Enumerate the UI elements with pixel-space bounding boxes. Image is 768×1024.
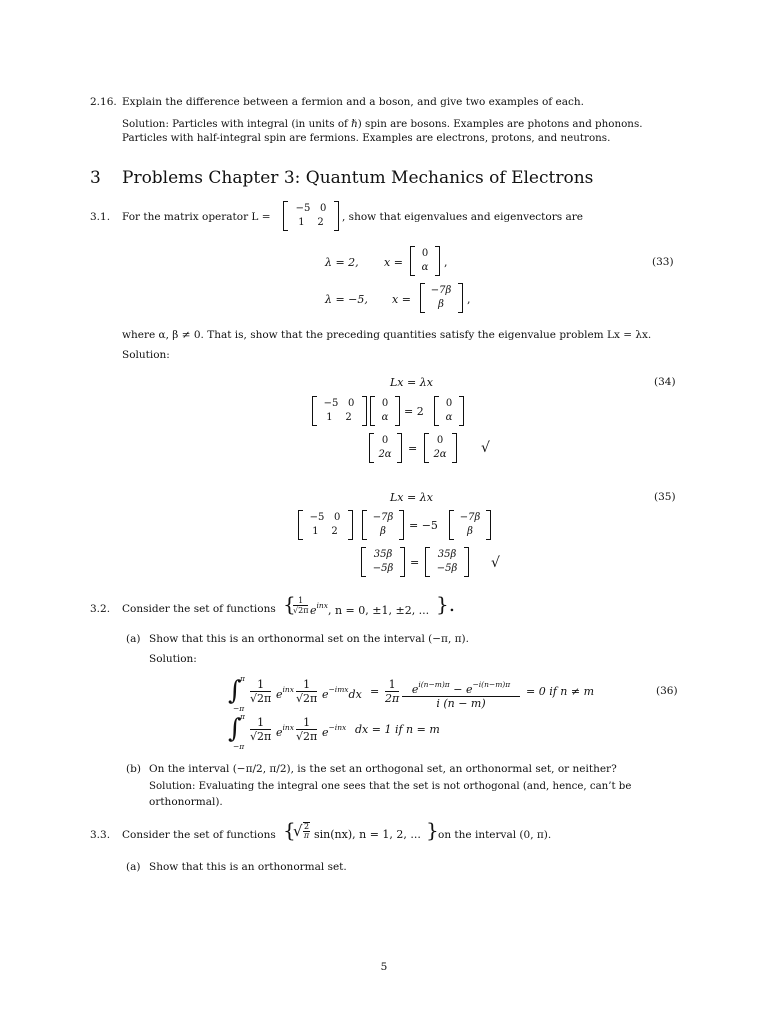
- vector: 0 α: [381, 398, 389, 423]
- section-number: 3: [90, 168, 101, 188]
- integral-result: = 0 if n ≠ m: [526, 685, 595, 698]
- vector: 35β −5β: [372, 549, 394, 574]
- vector-bracket-right: [459, 396, 464, 426]
- check-mark: √: [491, 555, 500, 571]
- problem-text: Consider the set of functions: [122, 829, 276, 841]
- part-text: Show that this is an orthonormal set on the interval (−π, π).: [149, 633, 469, 645]
- equals: = 2: [404, 405, 424, 418]
- page-number: 5: [380, 961, 388, 973]
- problem-text: Consider the set of functions: [122, 603, 276, 615]
- vector-bracket-right: [464, 547, 469, 577]
- vector: 0 2α: [378, 435, 392, 460]
- vector-bracket-right: [399, 510, 404, 540]
- solution-text: Solution: Particles with integral (in units of ℏ) spin are bosons. Examples are photons and phonons.: [122, 118, 643, 130]
- matrix-bracket-right: [362, 396, 367, 426]
- matrix-L: −5 0 1 2: [295, 203, 327, 228]
- part-label: (a): [126, 633, 141, 645]
- section-title: Problems Chapter 3: Quantum Mechanics of Electrons: [122, 168, 594, 188]
- vector: 0 α: [445, 398, 453, 423]
- vector-bracket-right: [397, 433, 402, 463]
- problem-number: 3.2.: [90, 603, 111, 615]
- vector-bracket-right: [452, 433, 457, 463]
- matrix-L: −5 0 1 2: [309, 512, 341, 537]
- equals: = −5: [409, 519, 438, 532]
- fraction: $\frac{1}{√2\pi}$: [293, 596, 309, 615]
- equation: Lx = λx: [390, 491, 433, 504]
- matrix-bracket-right: [348, 510, 353, 540]
- part-text: Show that this is an orthonormal set.: [149, 861, 347, 873]
- vector-bracket-right: [458, 283, 463, 313]
- body-text: where α, β ≠ 0. That is, show that the preceding quantities satisfy the eigenvalue problem Lx = λx.: [122, 329, 652, 341]
- fraction: $\frac{1}{√2\pi}$: [250, 678, 272, 705]
- equation-number: (35): [654, 491, 676, 503]
- matrix-bracket-left: [283, 201, 288, 231]
- equation-number: (34): [654, 376, 676, 388]
- fraction: $\frac{2}{\pi}$: [303, 822, 310, 840]
- problem-number: 2.16.: [90, 96, 117, 108]
- vector: 0 2α: [433, 435, 447, 460]
- eigenvector-label: x =: [384, 256, 403, 269]
- solution-text: orthonormal).: [149, 796, 223, 808]
- matrix-bracket-left: [298, 510, 303, 540]
- vector-bracket-right: [395, 396, 400, 426]
- matrix-bracket-right: [334, 201, 339, 231]
- eigenvector-2: −7β β: [430, 285, 452, 310]
- problem-text: , show that eigenvalues and eigenvectors are: [342, 211, 583, 223]
- vector: −7β β: [459, 512, 481, 537]
- vector-bracket-right: [400, 547, 405, 577]
- equation: Lx = λx: [390, 376, 433, 389]
- solution-text: Particles with half-integral spin are fermions. Examples are electrons, protons, and neutrons.: [122, 132, 611, 144]
- set-expression: sin(nx), n = 1, 2, ...: [314, 828, 421, 841]
- problem-text: For the matrix operator L =: [122, 211, 271, 223]
- eigenvalue: λ = 2,: [325, 256, 359, 269]
- eigenvalue: λ = −5,: [325, 293, 368, 306]
- matrix-L: −5 0 1 2: [323, 398, 355, 423]
- solution-label: Solution:: [122, 349, 170, 361]
- part-label: (b): [126, 763, 141, 775]
- part-text: On the interval (−π/2, π/2), is the set an orthogonal set, an orthonormal set, or neither?: [149, 763, 617, 775]
- check-mark: √: [481, 440, 490, 456]
- solution-text: Solution: Evaluating the integral one sees that the set is not orthogonal (and, hence, can’t be: [149, 781, 632, 792]
- part-label: (a): [126, 861, 141, 873]
- problem-text: on the interval (0, π).: [438, 829, 552, 841]
- vector-bracket-right: [435, 246, 440, 276]
- equation-number: (33): [652, 256, 674, 268]
- equation-number: (36): [656, 685, 678, 697]
- equals: =: [410, 556, 420, 569]
- fraction: $\frac{1}{√2\pi}$: [296, 678, 318, 705]
- problem-number: 3.1.: [90, 211, 111, 223]
- eigenvector-1: 0 α: [421, 248, 429, 273]
- fraction: $\frac{1}{√2\pi}$: [250, 716, 272, 743]
- integral-sign: ∫: [228, 676, 242, 706]
- matrix-bracket-left: [312, 396, 317, 426]
- vector: 35β −5β: [436, 549, 458, 574]
- integral-result: dx = 1 if n = m: [355, 723, 440, 736]
- vector: −7β β: [372, 512, 394, 537]
- vector-bracket-right: [486, 510, 491, 540]
- problem-number: 3.3.: [90, 829, 111, 841]
- problem-text: Explain the difference between a fermion and a boson, and give two examples of each.: [122, 96, 584, 108]
- fraction: $\frac{1}{√2\pi}$: [296, 716, 318, 743]
- solution-label: Solution:: [149, 653, 197, 665]
- fraction: $\frac{e^{i(n-m)\pi} - e^{-i(n-m)\pi}}{i (n - m)}$: [402, 678, 520, 710]
- fraction: $\frac{1}{2\pi}$: [385, 678, 400, 705]
- integral-sign: ∫: [228, 714, 242, 744]
- eigenvector-label: x =: [392, 293, 411, 306]
- equals: =: [408, 442, 418, 455]
- set-expression: $e^{inx}$, n = 0, ±1, ±2, ...: [310, 601, 430, 617]
